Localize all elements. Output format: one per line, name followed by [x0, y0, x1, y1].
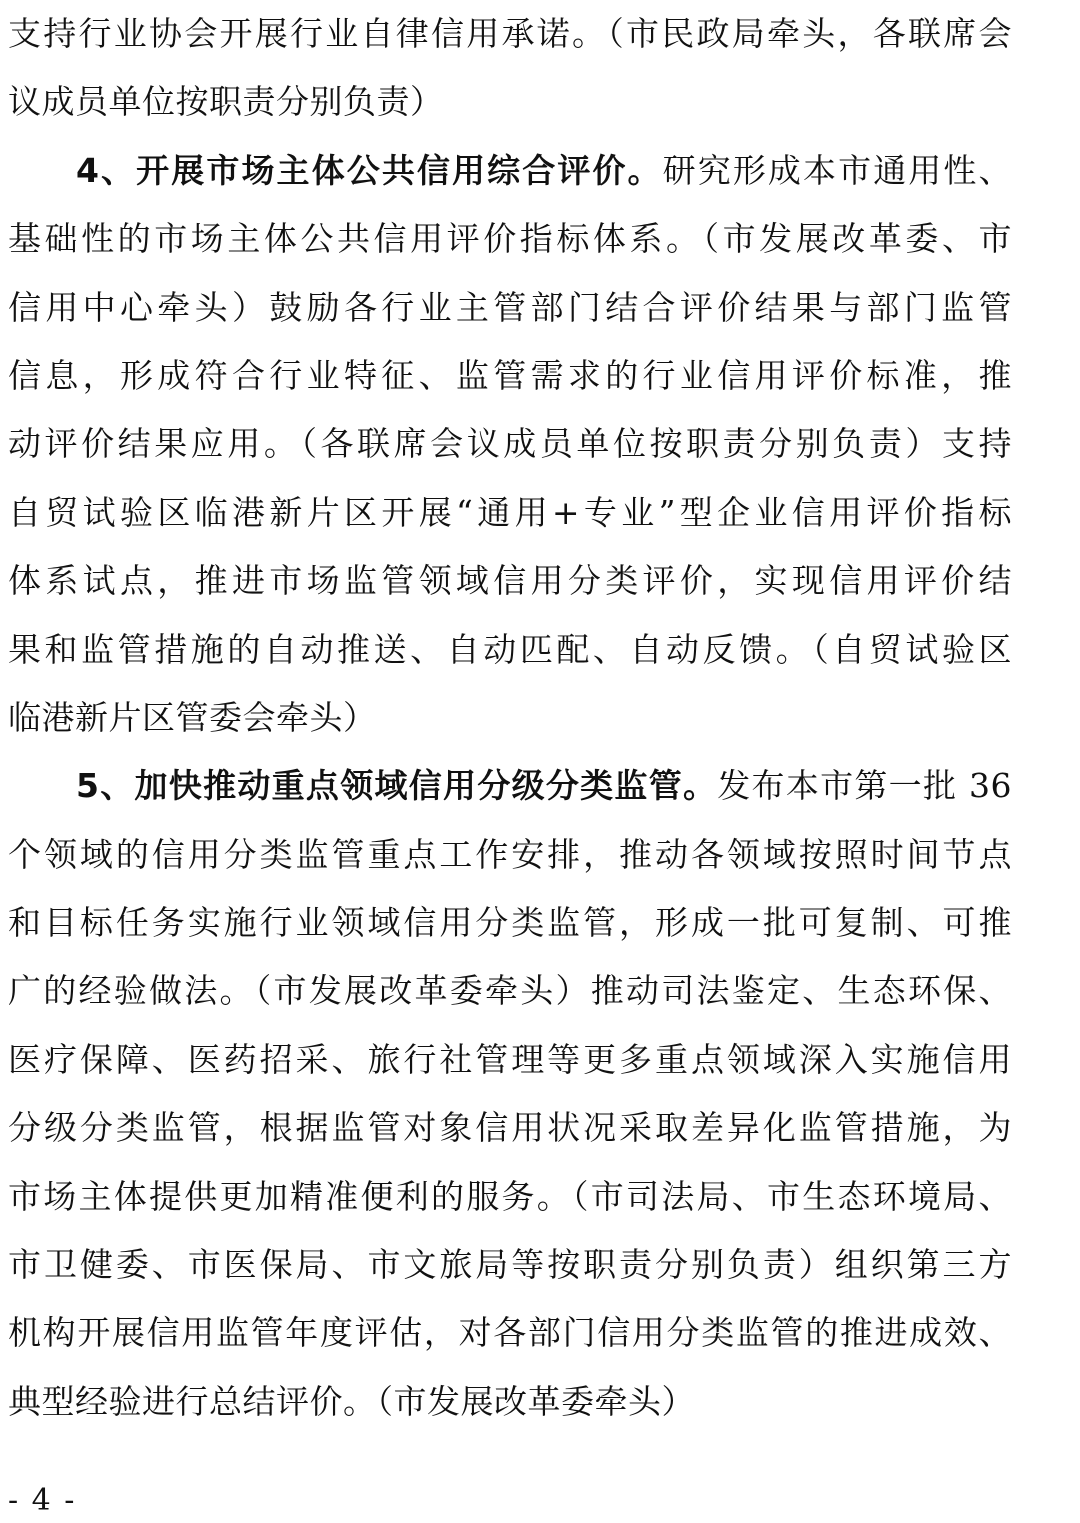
text-line: 和目标任务实施行业领域信用分类监管，形成一批可复制、可推: [8, 903, 1012, 943]
text-line: 基础性的市场主体公共信用评价指标体系。（市发展改革委、市: [8, 219, 1012, 259]
text-line: 机构开展信用监管年度评估，对各部门信用分类监管的推进成效、: [8, 1313, 1012, 1353]
section-5-heading: 5、加快推动重点领域信用分级分类监管。: [76, 766, 718, 806]
text-line: 个领域的信用分类监管重点工作安排，推动各领域按照时间节点: [8, 834, 1012, 874]
text-line: 信息，形成符合行业特征、监管需求的行业信用评价标准，推: [8, 355, 1012, 395]
section-4-line: [8, 137, 1012, 205]
text-line: 临港新片区管委会牵头）: [8, 697, 377, 737]
text-line: 动评价结果应用。（各联席会议成员单位按职责分别负责）支持: [8, 424, 1012, 464]
text-span: 研究形成本市通用性、: [662, 150, 1013, 190]
text-line: 议成员单位按职责分别负责）: [8, 82, 444, 122]
text-line: 广的经验做法。（市发展改革委牵头）推动司法鉴定、生态环保、: [8, 971, 1012, 1011]
text-line: 体系试点，推进市场监管领域信用分类评价，实现信用评价结: [8, 561, 1012, 601]
text-line: 信用中心牵头）鼓励各行业主管部门结合评价结果与部门监管: [8, 287, 1012, 327]
text-line: 果和监管措施的自动推送、自动匹配、自动反馈。（自贸试验区: [8, 629, 1012, 669]
text-span: 发布本市第一批 36: [717, 766, 1012, 806]
text-line: 市场主体提供更加精准便利的服务。（市司法局、市生态环境局、: [8, 1176, 1012, 1216]
text-line: 医疗保障、医药招采、旅行社管理等更多重点领域深入实施信用: [8, 1039, 1012, 1079]
text-line: 典型经验进行总结评价。（市发展改革委牵头）: [8, 1381, 695, 1421]
text-line: 市卫健委、市医保局、市文旅局等按职责分别负责）组织第三方: [8, 1245, 1012, 1285]
text-line: 支持行业协会开展行业自律信用承诺。（市民政局牵头，各联席会: [8, 14, 1012, 53]
section-5-line: [8, 752, 1012, 820]
body-text: [8, 0, 1012, 1436]
text-line: 分级分类监管，根据监管对象信用状况采取差异化监管措施，为: [8, 1108, 1012, 1148]
section-4-heading: 4、开展市场主体公共信用综合评价。: [76, 150, 663, 190]
text-line: 自贸试验区临港新片区开展“通用+专业”型企业信用评价指标: [8, 492, 1012, 532]
page-number: - 4 -: [8, 1483, 77, 1518]
